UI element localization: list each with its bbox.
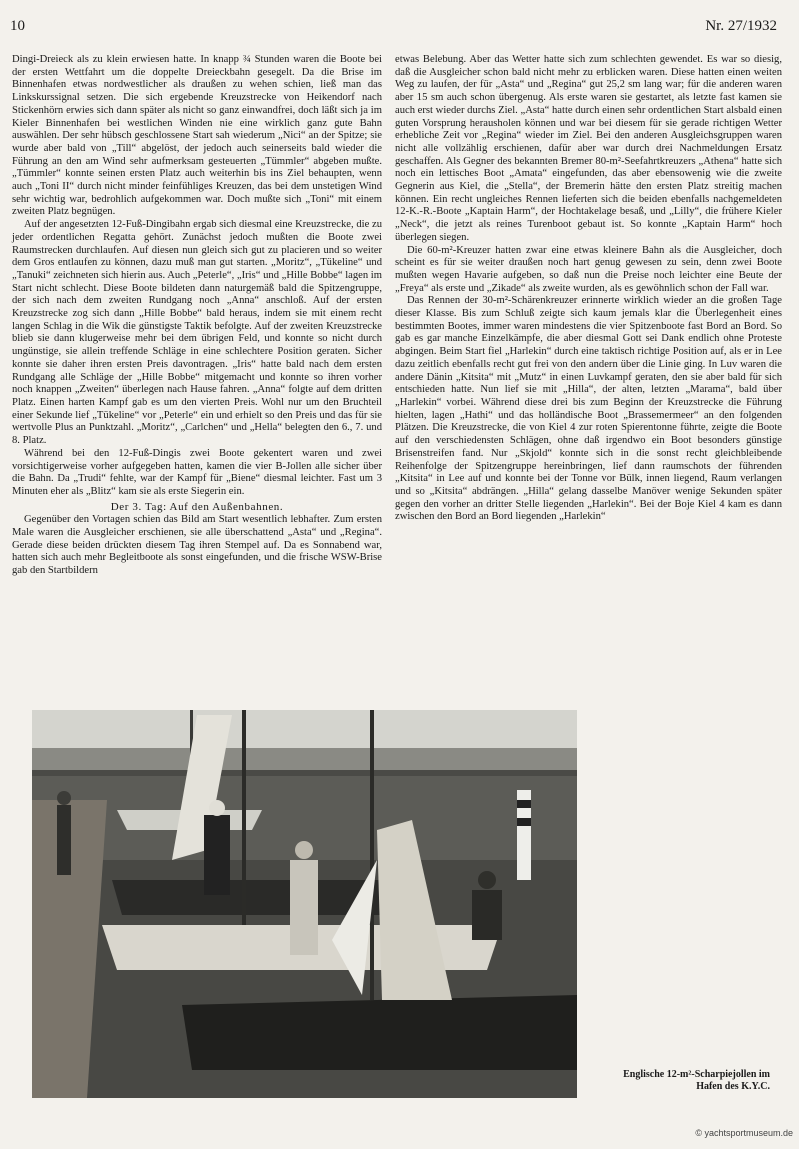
section-heading: Der 3. Tag: Auf den Außenbahnen. — [110, 500, 284, 513]
photo-illustration — [32, 710, 577, 1098]
paragraph: Das Rennen der 30-m²-Schärenkreuzer erinnerte wirklich wieder an die großen Tage dieser Klasse. Bis zum Schluß zeigte sich kaum jemals klar die Überlegenheit eines bestimmten Bootes, immer waren mindestens die vier Spitzenboote fast Bord an Bord. So gab es gar manche Einzelkämpfe, die aber diesmal Gott sei Dank endlich ohne Proteste abgingen. Beim Start fiel „Harlekin“ durch eine taktisch richtige Position auf, als er in Lee dazu zeitlich ebenfalls recht gut frei von den andern über die Linie ging. In Luv waren die andere Dänin „Kitsita“ mit „Mutz“ in einen Luvkampf geraten, den sie aber bald für sich entschieden hatte. Nun lief sie mit „Hilla“, der alten, letzten „Marama“, bald über „Harlekin“ vorbei. Während diese drei bis zum Beginn der Kreuzstrecke die Führung hielten, lagen „Hathi“ und das holländische Boot „Brassemermeer“ an den folgenden Plätzen. Die Kreuzstrecke, die von Kiel 4 zur roten Spierentonne führte, zeigte die Boote auf den verschiedensten Schlägen, ohne daß irgendwo ein Boot besonders günstige Brisenstreifen fand. Nur „Skjold“ konnte sich in die sonst recht gleichbleibende Reihenfolge der Spitzengruppe hereinbringen, lief dann raumschots der führenden „Kitsita“ in Lee auf und konnte bei der Tonne vor Bülk, innen liegend, Raum verlangen und so „Kitsita“ abdrängen. „Hilla“ gelang dasselbe Manöver wenige Sekunden später gegen den vorher an dritter Stelle liegenden „Harlekin“. Bei der Boje Kiel 4 kam es dann zwischen den Bord an Bord liegenden „Harlekin“ — [395, 295, 782, 523]
left-column — [12, 54, 382, 578]
paragraph: etwas Belebung. Aber das Wetter hatte sich zum schlechten gewendet. Es war so diesig, daß die Ausgleicher schon bald nicht mehr zu erblicken waren. Diese hatten einen weiten Weg zu laufen, der für „Asta“ und „Regina“ gut 25,2 sm lang war; für die anderen waren aber 15 sm auch schon übergenug. Als erste waren sie gestartet, als letzte fast kamen sie auch erst wieder durchs Ziel. „Asta“ hatte durch einen sehr ordentlichen Start alsbald einen guten Vorsprung herausholen können und war bei diesem für sie gerade richtigen Wetter erhebliche Zeit vor „Regina“ wieder im Ziel. Bei den anderen Ausgleichsgruppen waren nicht alle vollzählig erschienen, dafür aber war durch drei Nachmeldungen Ersatz geschaffen. Als Gegner des bekannten Bremer 80-m²-Seefahrtkreuzers „Athena“ hatte sich noch ein lettisches Boot „Amata“ eingefunden, das aber ebensowenig wie die zweite Gegnerin aus Kiel, die „Stella“, der Bremerin hätte den ersten Platz streitig machen können. Ein recht ungleiches Rennen lieferten sich die beiden ebenfalls nachgemeldeten 12-K.-R.-Boote „Kaptain Harm“, der Hochtakelage besaß, und „Lilly“, die frühere Kieler „Neck“, die jetzt als reines Turenboot gebaut ist. So konnte „Kaptain Harm“ hoch überlegen siegen. — [395, 54, 782, 243]
right-column — [395, 54, 782, 524]
paragraph: Gegenüber den Vortagen schien das Bild am Start wesentlich lebhafter. Zum ersten Male waren die Ausgleicher erschienen, sie alle überschattend „Asta“ und „Regina“. Gerade diese beiden drückten diesem Tag ihren Stempel auf. Da es Sonnabend war, hatten sich auch mehr Begleitboote als sonst eingefunden, und die frische WSW-Brise gab den Startbildern — [12, 514, 382, 577]
page-header — [10, 18, 777, 40]
issue-number: Nr. 27/1932 — [705, 18, 777, 34]
paragraph: Auf der angesetzten 12-Fuß-Dingibahn ergab sich diesmal eine Kreuzstrecke, die zu jeder ordentlichen Regatta gehört. Zunächst jedoch mußten die Boote zwei Raumstrecken durchlaufen. Auf diesen nun gleich sich gut zu placieren und so weiter dem Gros entlaufen zu können, dazu muß man gut starten. „Moritz“, „Tükeline“ und „Tanuki“ zeichneten sich hierin aus. Auch „Peterle“, „Iris“ und „Hille Bobbe“ lagen im Start nicht schlecht. Diese Boote bildeten dann naturgemäß bald die Spitzengruppe, der sich nach dem zweiten Rundgang noch „Anna“ anschloß. Auf der ersten Kreuzstrecke zog sich dann „Hille Bobbe“ bald heraus, indem sie mit einem recht langen Schlag in die Wik die günstigste Taktik befolgte. Auf der zweiten Kreuzstrecke blieb sie dann klugerweise mehr bei dem übrigen Feld, und konnte so nicht durch ungünstige, sie allein treffende Schläge in eine schlechtere Position geraten. Sicher konnte sie daher ihren ersten Preis davontragen. „Iris“ hatte bald nach dem ersten Rundgang alle Schläge der „Hille Bobbe“ mitgemacht und konnte so ihren vorher noch knappen „Zweiten“ überlegen nach Hause fahren. „Anna“ folgte auf dem dritten Platz. Einen harten Kampf gab es um den vierten Preis. Wohl nur um den Bruchteil einer Sekunde lief „Tükeline“ vor „Peterle“ ein und erhielt so den Preis und das für sie wertvolle Plus an Punktzahl. „Moritz“, „Carlchen“ und „Hella“ belegten den 6., 7. und 8. Platz. — [12, 219, 382, 447]
page-number: 10 — [10, 18, 25, 34]
paragraph: Dingi-Dreieck als zu klein erwiesen hatte. In knapp ¾ Stunden waren die Boote bei der ersten Wettfahrt um die doppelte Dreieckbahn gesegelt. Da die Brise im Binnenhafen etwas nordwestlicher als draußen zu wehen schien, ließ man das Linkskurssignal setzen. Die sich ergebende Kreuzstrecke von Heikendorf nach Stickenhörn erwies sich dann später als nicht so ganz einwandfrei, doch läßt sich ja im Kieler Binnenhafen bei westlichen Winden nie eine wirklich ganz gute Bahn auswählen. Der sehr hübsch geschlossene Start sah wiederum „Nici“ an der Spitze; sie wurde aber bald von „Till“ abgelöst, der jedoch auch seinerseits bald wieder die Führung an den am Wind sehr aufmerksam gesteuerten „Tümmler“ abgeben mußte. „Tümmler“ konnte seinen ersten Platz auch weiterhin bis ins Ziel behaupten, wenn auch „Toni II“ durch nicht minder feinfühliges Kreuzen, das bei dem unstetigen Wind sehr wichtig war, bedrohlich aufgekommen war. Doch mußte sich „Toni“ mit einem zweiten Platz begnügen. — [12, 54, 382, 218]
paragraph: Die 60-m²-Kreuzer hatten zwar eine etwas kleinere Bahn als die Ausgleicher, doch scheint es für sie weiter draußen noch hart genug gewesen zu sein, denn zwei Boote mußten wegen Havarie aufgeben, so daß nun die Preise noch leichter eine Beute der „Freya“ als erste und „Zikade“ als zweite wurden, als es gewöhnlich schon der Fall war. — [395, 244, 782, 294]
watermark: © yachtsportmuseum.de — [695, 1128, 793, 1138]
harbor-photo — [32, 710, 577, 1098]
photo-caption: Englische 12-m²-Scharpiejollen im Hafen des K.Y.C. — [623, 1069, 770, 1092]
paragraph: Während bei den 12-Fuß-Dingis zwei Boote gekentert waren und zwei vorsichtigerweise vorher aufgegeben hatten, kamen die vier B-Jollen alle sicher über die Bahn. Da „Trudi“ fehlte, war der Kampf für „Biene“ diesmal leichter. Fast um 3 Minuten eher als „Blitz“ kam sie als erste Siegerin ein. — [12, 447, 382, 497]
